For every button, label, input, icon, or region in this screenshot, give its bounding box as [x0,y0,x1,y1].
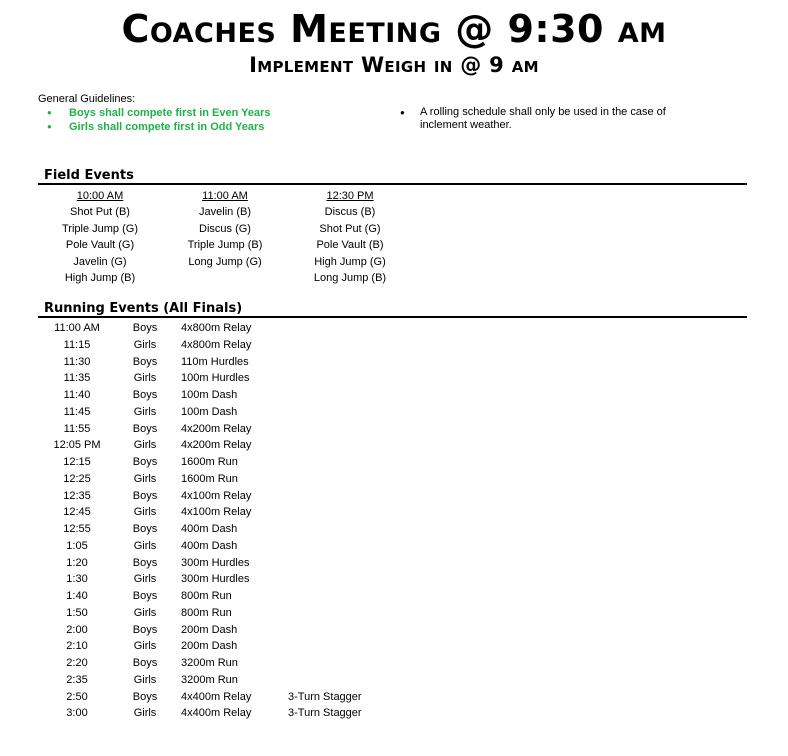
event-time: 1:05 [66,539,88,552]
event-name: 800m Run [181,590,232,602]
event-name: 200m Dash [181,623,238,636]
event-name: 400m Dash [181,539,238,552]
event-gender: Girls [133,673,157,686]
event-time: 11:45 [63,405,91,418]
event-gender: Boys [132,657,158,669]
event-time: 1:40 [66,590,88,602]
event-gender: Boys [132,422,158,435]
field-column-2 [155,188,295,270]
event-gender: Boys [132,690,158,703]
event-gender: Boys [132,355,158,368]
event-gender: Girls [133,405,157,418]
page-title: Coaches Meeting @ 9:30 am [121,7,667,51]
event-name: 4x100m Relay [181,489,252,502]
event-note: 3-Turn Stagger [288,707,362,720]
event-time: 11:40 [63,389,91,401]
event-time: 11:35 [63,372,91,385]
event-time: 11:15 [63,338,91,351]
event-name: 4x800m Relay [181,322,252,334]
field-event: Shot Put (G) [319,222,381,235]
event-time: 2:35 [66,673,88,686]
event-gender: Boys [132,322,158,334]
event-time: 1:20 [66,556,88,569]
event-name: 1600m Run [181,456,238,468]
event-name: 100m Dash [181,405,238,418]
event-gender: Girls [133,606,157,619]
event-gender: Girls [133,707,157,720]
event-time: 2:50 [66,690,88,703]
event-time: 2:10 [66,640,88,653]
event-gender: Boys [132,389,158,401]
event-name: 100m Hurdles [181,372,250,385]
event-gender: Girls [133,338,157,351]
event-gender: Girls [133,372,157,385]
field-column-time: 12:30 PM [326,190,374,202]
field-column-time: 11:00 AM [202,190,248,202]
field-event: Shot Put (B) [70,206,130,218]
event-name: 300m Hurdles [181,573,250,586]
section-divider [38,316,747,318]
guideline-item: ● Girls shall compete first in Odd Years [47,120,271,134]
event-gender: Girls [133,640,157,653]
event-name: 200m Dash [181,640,238,653]
event-name: 3200m Run [181,673,238,686]
event-time: 11:55 [63,422,91,435]
event-name: 100m Dash [181,389,238,401]
event-time: 12:15 [63,456,91,468]
event-gender: Boys [132,556,158,569]
event-note: 3-Turn Stagger [288,690,362,703]
event-name: 110m Hurdles [181,355,249,368]
event-name: 4x400m Relay [181,690,252,703]
field-column-time: 10:00 AM [76,190,124,202]
event-time: 2:00 [66,623,88,636]
event-time: 12:25 [63,472,91,485]
guideline-item: ● Boys shall compete first in Even Years [47,106,271,120]
event-name: 4x800m Relay [181,338,252,351]
guidelines-list [47,106,271,134]
event-gender: Girls [133,439,157,452]
event-time: 12:35 [63,489,91,502]
event-gender: Boys [132,523,158,535]
field-event: High Jump (B) [64,272,136,285]
event-time: 1:30 [66,573,88,586]
event-time: 12:45 [63,506,91,519]
event-name: 4x200m Relay [181,439,252,452]
running-events-heading: Running Events (All Finals) [44,301,243,316]
field-event: Discus (G) [199,222,251,235]
field-events-heading: Field Events [44,168,134,183]
field-event: Pole Vault (G) [65,239,135,252]
event-gender: Girls [133,472,157,485]
event-time: 12:55 [63,523,91,535]
section-divider [38,183,747,185]
event-gender: Boys [132,489,158,502]
bullet-icon: ● [400,108,405,117]
event-gender: Boys [132,456,158,468]
event-gender: Boys [132,623,158,636]
event-name: 800m Run [181,606,232,619]
event-time: 2:20 [66,657,88,669]
event-time: 11:30 [63,355,91,368]
guidelines-label: General Guidelines: [38,93,136,105]
field-event: Long Jump (G) [188,255,262,268]
event-name: 4x100m Relay [181,506,252,519]
field-event: Discus (B) [324,206,376,218]
event-time: 12:05 PM [53,439,101,452]
field-event: Javelin (B) [199,206,251,218]
field-column-1 [30,188,170,287]
field-column-3 [280,188,420,287]
page-subtitle: Implement Weigh in @ 9 am [249,53,539,77]
event-name: 3200m Run [181,657,238,669]
event-time: 11:00 AM [54,322,100,334]
field-event: Triple Jump (G) [62,222,138,235]
event-time: 1:50 [66,606,88,619]
field-event: Pole Vault (B) [316,239,384,252]
event-gender: Girls [133,506,157,519]
weather-note-text: A rolling schedule shall only be used in the case of inclement weather. [420,106,666,131]
event-name: 1600m Run [181,472,238,485]
event-gender: Girls [133,539,157,552]
event-name: 4x200m Relay [181,422,252,435]
field-event: High Jump (G) [314,255,386,268]
field-event: Triple Jump (B) [187,239,263,252]
event-gender: Girls [133,573,157,586]
event-name: 300m Hurdles [181,556,250,569]
event-gender: Boys [132,590,158,602]
field-event: Long Jump (B) [313,272,387,285]
weather-note [400,106,700,132]
field-event: Javelin (G) [73,255,127,268]
event-time: 3:00 [66,707,88,720]
event-name: 4x400m Relay [181,707,252,720]
event-name: 400m Dash [181,523,238,535]
